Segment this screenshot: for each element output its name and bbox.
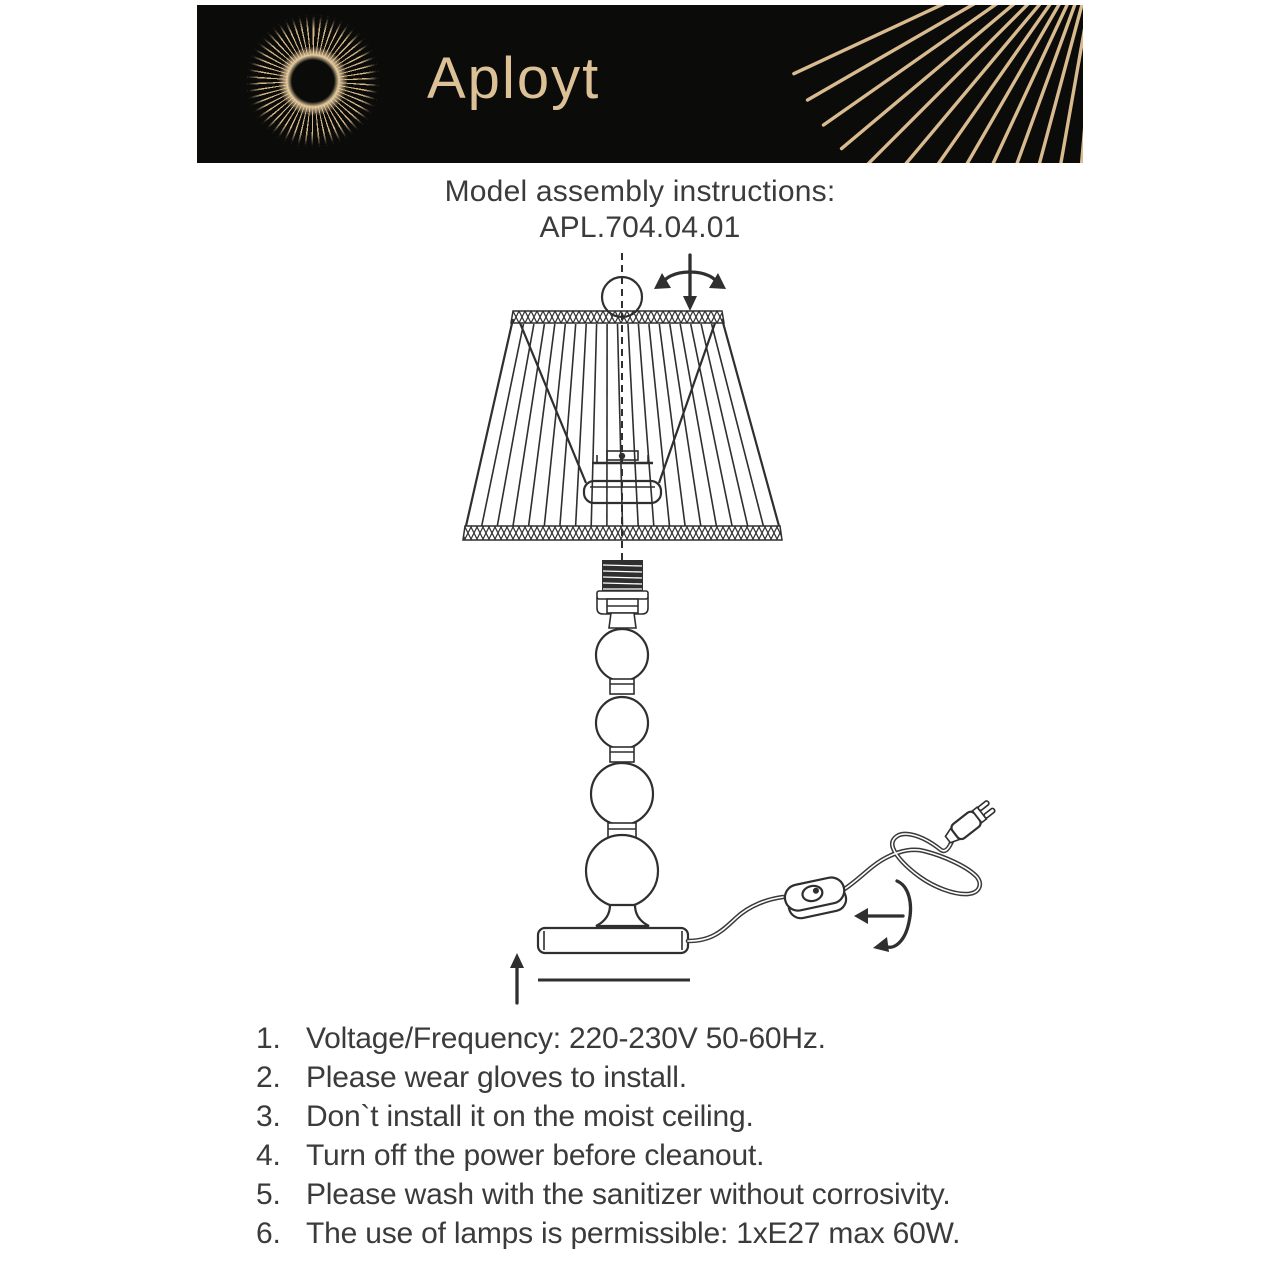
shade-right-edge [722,319,779,526]
model-code: APL.704.04.01 [539,211,741,244]
instruction-number: 6. [256,1217,281,1250]
power-plug [942,799,996,847]
instruction-text: The use of lamps is permissible: 1xE27 max 60W. [306,1217,961,1250]
page-title: Model assembly instructions: [444,175,836,208]
socket-assembly [597,560,648,628]
instruction-item [256,1063,1256,1093]
instruction-item [256,1180,1256,1210]
title-block [0,174,1280,246]
stem-balls [586,629,658,926]
inline-switch [783,875,849,921]
base-placement-arrow-icon [510,953,690,1003]
rotation-arrow-top-icon [654,255,726,311]
brand-name: Aployt [427,46,601,111]
instruction-number: 5. [256,1178,281,1211]
instruction-number: 2. [256,1061,281,1094]
instruction-text: Please wear gloves to install. [306,1061,687,1094]
instruction-item [256,1141,1256,1171]
instruction-number: 4. [256,1139,281,1172]
instruction-text: Turn off the power before cleanout. [306,1139,765,1172]
instruction-text: Please wash with the sanitizer without corrosivity. [306,1178,951,1211]
instruction-item [256,1102,1256,1132]
shade-top-braid [511,311,724,323]
instruction-item [256,1024,1256,1054]
shade-bottom-braid [463,526,782,540]
instruction-item [256,1219,1256,1249]
instruction-text: Voltage/Frequency: 220-230V 50-60Hz. [306,1022,826,1055]
lamp-base [538,928,688,953]
instruction-number: 3. [256,1100,281,1133]
instruction-number: 1. [256,1022,281,1055]
instruction-text: Don`t install it on the moist ceiling. [306,1100,754,1133]
stem-foot [596,905,649,926]
lamp-assembly-diagram [450,245,1020,1015]
instructions-list [256,1024,1256,1258]
shade-left-edge [466,319,513,526]
starburst-logo-icon [247,15,379,147]
rotation-arrow-switch-icon [854,881,911,952]
brand-banner [197,5,1083,163]
